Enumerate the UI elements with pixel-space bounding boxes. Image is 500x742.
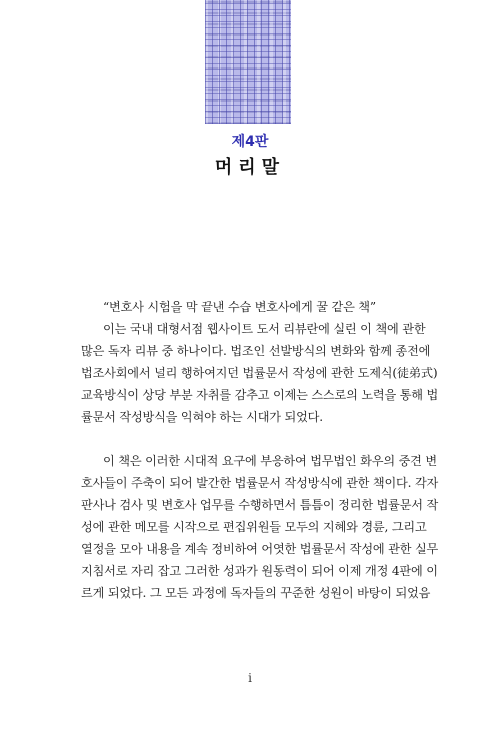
text-line: 호사들이 주축이 되어 발간한 법률문서 작성방식에 관한 책이다. 각자 bbox=[81, 476, 439, 490]
text-line: 많은 독자 리뷰 중 하나이다. 법조인 선발방식의 변화와 함께 종전에 bbox=[81, 344, 431, 358]
text-line: 법조사회에서 널리 행하여지던 법률문서 작성에 관한 도제식(徒弟式) bbox=[81, 366, 438, 380]
text-line: 르게 되었다. 그 모든 과정에 독자들의 꾸준한 성원이 바탕이 되었음 bbox=[81, 586, 431, 600]
text-line: “변호사 시험을 막 끝낸 수습 변호사에게 꿀 같은 책” bbox=[103, 300, 376, 314]
paragraph bbox=[81, 318, 439, 428]
paragraph bbox=[81, 450, 439, 604]
text-line: 열정을 모아 내용을 계속 정비하여 어엿한 법률문서 작성에 관한 실무 bbox=[81, 542, 439, 556]
preface-body bbox=[81, 296, 439, 604]
edition-label: 제4판 bbox=[231, 134, 269, 150]
text-line: 률문서 작성방식을 익혀야 하는 시대가 되었다. bbox=[81, 410, 323, 424]
page-title: 머리말 bbox=[214, 157, 286, 178]
text-line: 이는 국내 대형서점 웹사이트 도서 리뷰란에 실린 이 책에 관한 bbox=[103, 322, 426, 336]
decorative-banner bbox=[205, 0, 291, 124]
paragraph-quote bbox=[81, 296, 421, 318]
text-line: 이 책은 이러한 시대적 요구에 부응하여 법무법인 화우의 중견 변 bbox=[103, 454, 437, 468]
paragraph-gap bbox=[81, 428, 421, 450]
text-line: 판사나 검사 및 변호사 업무를 수행하면서 틈틈이 정리한 법률문서 작 bbox=[81, 498, 439, 512]
text-line: 성에 관한 메모를 시작으로 편집위원들 모두의 지혜와 경륜, 그리고 bbox=[81, 520, 427, 534]
text-line: 교육방식이 상당 부분 자취를 감추고 이제는 스스로의 노력을 통해 법 bbox=[81, 388, 439, 402]
page-number: i bbox=[248, 671, 252, 685]
text-line: 지침서로 자리 잡고 그러한 성과가 원동력이 되어 이제 개정 4판에 이 bbox=[81, 564, 438, 578]
